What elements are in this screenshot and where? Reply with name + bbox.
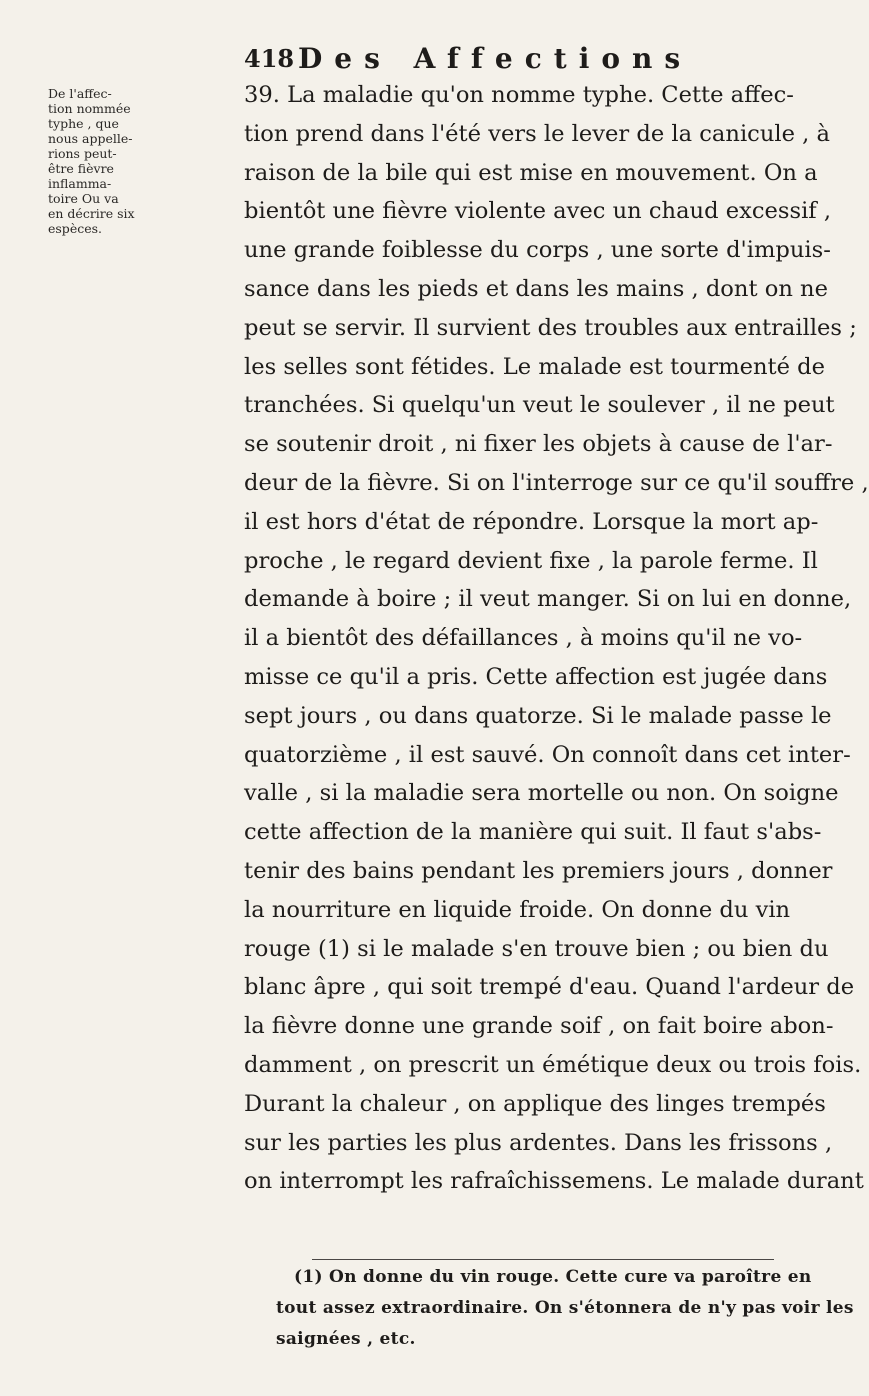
- text-line: damment , on prescrit un émétique deux ou trois fois.: [244, 1051, 862, 1078]
- margin-note-line: nous appelle-: [48, 131, 133, 146]
- footnote-line: tout assez extraordinaire. On s'étonnera de n'y pas voir les: [276, 1298, 854, 1318]
- text-line: 39. La maladie qu'on nomme typhe. Cette affec-: [244, 82, 794, 108]
- margin-note: [48, 86, 135, 236]
- text-line: raison de la bile qui est mise en mouvement. On a: [244, 159, 818, 186]
- margin-note-line: inflamma-: [48, 176, 112, 191]
- footnote-divider: [312, 1259, 774, 1260]
- margin-note-line: De l'affec-: [48, 86, 112, 101]
- text-line: la fièvre donne une grande soif , on fait boire abon-: [244, 1013, 834, 1040]
- text-line: quatorzième , il est sauvé. On connoît dans cet inter-: [244, 741, 851, 768]
- margin-note-line: espèces.: [48, 221, 102, 236]
- margin-note-line: être fièvre: [48, 161, 114, 176]
- text-line: la nourriture en liquide froide. On donne du vin: [244, 896, 791, 923]
- text-line: les selles sont fétides. Le malade est tourmenté de: [244, 353, 826, 380]
- margin-note-line: tion nommée: [48, 101, 131, 116]
- text-line: misse ce qu'il a pris. Cette affection est jugée dans: [244, 663, 828, 690]
- text-line: il a bientôt des défaillances , à moins qu'il ne vo-: [244, 625, 803, 652]
- text-line: tion prend dans l'été vers le lever de la canicule , à: [244, 120, 830, 147]
- running-title: Des Affections: [298, 42, 693, 75]
- text-line: proche , le regard devient fixe , la parole ferme. Il: [244, 547, 818, 574]
- margin-note-line: typhe , que: [48, 116, 119, 131]
- text-line: sur les parties les plus ardentes. Dans les frissons ,: [244, 1129, 833, 1156]
- margin-note-line: rions peut-: [48, 146, 117, 161]
- text-line: deur de la fièvre. Si on l'interroge sur ce qu'il souffre ,: [244, 469, 869, 496]
- footnote-line: (1) On donne du vin rouge. Cette cure va paroître en: [294, 1267, 812, 1287]
- text-line: sance dans les pieds et dans les mains , dont on ne: [244, 275, 828, 302]
- text-line: tranchées. Si quelqu'un veut le soulever , il ne peut: [244, 392, 835, 419]
- text-line: une grande foiblesse du corps , une sorte d'impuis-: [244, 237, 831, 264]
- text-line: rouge (1) si le malade s'en trouve bien ; ou bien du: [244, 935, 829, 962]
- text-line: cette affection de la manière qui suit. Il faut s'abs-: [244, 819, 822, 846]
- text-line: demande à boire ; il veut manger. Si on lui en donne,: [244, 586, 852, 613]
- text-line: se soutenir droit , ni fixer les objets à cause de l'ar-: [244, 431, 833, 458]
- text-line: valle , si la maladie sera mortelle ou non. On soigne: [244, 780, 839, 807]
- footnote-line: saignées , etc.: [276, 1329, 416, 1349]
- body-paragraph: [244, 76, 869, 1201]
- margin-note-line: toire Ou va: [48, 191, 119, 206]
- page-number: 418: [244, 44, 295, 73]
- text-line: on interrompt les rafraîchissemens. Le malade durant: [244, 1168, 864, 1195]
- text-line: blanc âpre , qui soit trempé d'eau. Quand l'ardeur de: [244, 974, 855, 1001]
- text-line: il est hors d'état de répondre. Lorsque la mort ap-: [244, 508, 819, 535]
- footnote: [276, 1262, 854, 1355]
- text-line: tenir des bains pendant les premiers jours , donner: [244, 857, 833, 884]
- text-line: bientôt une fièvre violente avec un chaud excessif ,: [244, 198, 832, 225]
- text-line: peut se servir. Il survient des troubles aux entrailles ;: [244, 314, 857, 341]
- margin-note-line: en décrire six: [48, 206, 135, 221]
- text-line: Durant la chaleur , on applique des linges trempés: [244, 1090, 826, 1117]
- text-line: sept jours , ou dans quatorze. Si le malade passe le: [244, 702, 832, 729]
